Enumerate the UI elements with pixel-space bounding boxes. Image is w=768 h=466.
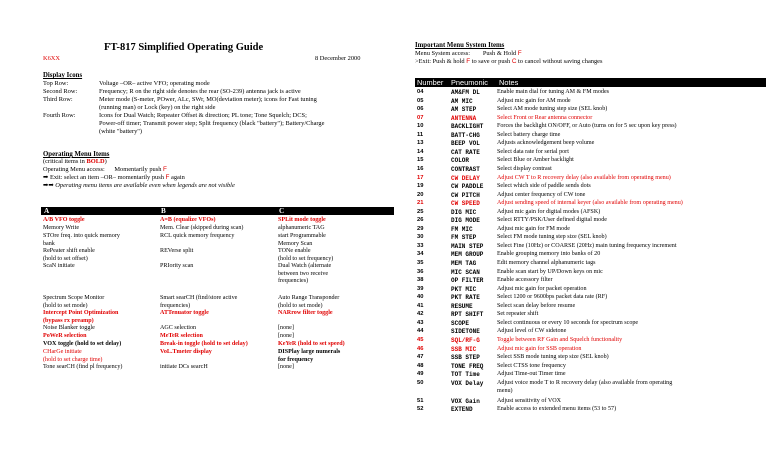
menu-item-notes: Adjust center frequency of CW tone (497, 191, 586, 198)
abc-cell-c: for frequency (278, 356, 314, 363)
abc-cell-c: KeYeR (hold to set speed) (278, 341, 345, 347)
menu-item-number: 50 (417, 379, 424, 386)
menu-item-number: 25 (417, 208, 424, 215)
abc-cell-c: [none] (278, 325, 294, 331)
menu-item-number: 43 (417, 319, 424, 326)
author-callsign: K6XX (43, 55, 61, 62)
menu-item-number: 44 (417, 328, 424, 335)
menu-item-number: 11 (417, 131, 424, 138)
menu-item-notes: Select Blue or Amber backlight (497, 157, 574, 164)
abc-cell-a: ScaN initiate (43, 263, 75, 269)
operating-menu-exit: ➡ Exit: select an item –OR– momentarily push F again (43, 174, 185, 181)
abc-cell-c: DISPlay large numerals (278, 349, 341, 355)
menu-item-pneumonic: DIG MODE (451, 217, 480, 225)
display-row-label: Second Row: (43, 88, 78, 95)
abc-cell-b: Smart searCH (find/store active (160, 295, 238, 301)
menu-item-notes: Select 1200 or 9600bps packet data rate (RF) (497, 294, 608, 301)
menu-item-pneumonic: BEEP VOL (451, 140, 480, 148)
display-row-label: Top Row: (43, 80, 69, 87)
abc-cell-b: initiate DCs searcH (160, 364, 208, 370)
menu-item-pneumonic: SQL/RF-G (451, 336, 480, 344)
menu-item-notes: Select scan delay before resume (497, 302, 576, 309)
menu-item-number: 07 (417, 114, 424, 121)
menu-item-notes: Select CTSS tone frequency (497, 362, 566, 369)
important-menu-header: Important Menu System Items (415, 42, 505, 49)
menu-item-number: 34 (417, 251, 424, 258)
menu-item-notes: Select display contrast (497, 165, 552, 172)
abc-cell-a: STOre freq. into quick memory (43, 233, 120, 239)
menu-item-number: 52 (417, 406, 424, 413)
menu-item-pneumonic: MEM GROUP (451, 251, 484, 259)
menu-item-pneumonic: TONE FREQ (451, 362, 484, 370)
menu-item-number: 36 (417, 268, 424, 275)
menu-item-pneumonic: CW PITCH (451, 191, 480, 199)
menu-item-pneumonic: VOX Delay (451, 379, 484, 387)
operating-menu-subheader: (critical items in BOLD) (43, 158, 107, 165)
menu-item-pneumonic: AM STEP (451, 106, 477, 114)
abc-cell-c: (hold to set mode) (278, 302, 323, 309)
menu-item-number: 29 (417, 225, 424, 232)
menu-item-pneumonic: COLOR (451, 157, 470, 165)
menu-item-number: 13 (417, 140, 424, 147)
menu-item-pneumonic: BACKLIGHT (451, 123, 484, 131)
abc-cell-c: Memory Scan (278, 240, 313, 247)
menu-item-notes: Select FM mode tuning step size (SEL knob) (497, 234, 607, 241)
display-row-text: Frequency; R on the right side denotes the rear (SO-239) antenna jack is active (99, 88, 301, 95)
abc-cell-a: Spectrum Scope Monitor (43, 295, 105, 301)
menu-item-notes: Forces the backlight ON/OFF, or Auto (turns on for 5 sec upon key press) (497, 123, 677, 130)
menu-item-number: 14 (417, 148, 424, 155)
abc-cell-a: (hold to set mode) (43, 302, 88, 309)
menu-item-notes: Adjust sending speed of internal keyer (also available from operating menu) (497, 200, 683, 207)
abc-cell-c: SPLit mode toggle (278, 217, 326, 223)
abc-cell-a: RePeater shift enable (43, 248, 95, 254)
menu-item-pneumonic: VOX Gain (451, 397, 480, 405)
column-c-header: C (276, 207, 394, 215)
display-row-text: Voltage –OR– active VFO; operating mode (99, 80, 210, 87)
menu-item-number: 39 (417, 285, 424, 292)
menu-item-notes: Adjusts acknowledgement beep volume (497, 140, 595, 147)
abc-cell-b: frequencies) (160, 302, 191, 309)
menu-item-pneumonic: CW PADDLE (451, 183, 484, 191)
menu-item-notes: Enable access to extended menu items (53 to 57) (497, 406, 617, 413)
abc-cell-a: A/B VFO toggle (43, 217, 85, 223)
menu-item-notes: Select RTTY/PSK/User defined digital mode (497, 217, 607, 224)
menu-item-notes: Select data rate for serial port (497, 148, 569, 155)
abc-cell-b: REVerse split (160, 248, 194, 254)
page-title: FT-817 Simplified Operating Guide (104, 42, 264, 53)
col-notes-header: Notes (499, 78, 519, 87)
abc-cell-c: [none] (278, 333, 294, 339)
menu-item-number: 05 (417, 97, 424, 104)
display-row-label: Third Row: (43, 96, 73, 103)
abc-cell-b: MeTeR selection (160, 333, 203, 339)
abc-cell-b: RCL quick memory frequency (160, 233, 235, 239)
menu-item-notes: Select which side of paddle sends dots (497, 183, 591, 190)
menu-item-number: 48 (417, 362, 424, 369)
menu-item-pneumonic: SSB MIC (451, 345, 477, 353)
menu-item-notes: Select AM mode tuning step size (SEL knob) (497, 106, 608, 113)
abc-cell-b: Break-in toggle (hold to set delay) (160, 341, 248, 347)
abc-cell-b: ATTenuator toggle (160, 310, 209, 316)
menu-item-pneumonic: RPT SHIFT (451, 311, 484, 319)
menu-system-exit: >Exit: Push & hold F to save or push C to cancel without saving changes (415, 58, 603, 65)
abc-cell-c: between two receive (278, 270, 329, 277)
menu-item-number: 51 (417, 397, 424, 404)
menu-item-number: 38 (417, 277, 424, 284)
abc-cell-a: Memory Write (43, 225, 80, 231)
menu-item-pneumonic: OP FILTER (451, 277, 484, 285)
menu-item-number: 42 (417, 311, 424, 318)
menu-item-notes: Select continuous or every 10 seconds for spectrum scope (497, 319, 639, 326)
menu-item-notes: Adjust mic gain for FM mode (497, 225, 570, 232)
abc-cell-b: A=B (equalize VFOs) (160, 217, 216, 223)
display-row-text: (white "battery") (99, 127, 143, 135)
column-a-header: A (41, 207, 158, 215)
menu-item-number: 41 (417, 302, 424, 309)
menu-item-number: 19 (417, 183, 424, 190)
operating-menu-note: ➡➡ Operating menu items are available even when legends are not visible (43, 182, 235, 189)
menu-item-pneumonic: PKT MIC (451, 285, 477, 293)
menu-item-notes: Adjust CW T to R recovery delay (also available from operating menu) (497, 174, 671, 181)
menu-item-notes: Select Front or Rear antenna connector (497, 114, 593, 121)
display-row-text: (running man) or Lock (key) on the right side (99, 103, 216, 111)
menu-item-pneumonic: CW SPEED (451, 200, 480, 208)
col-pneumonic-header: Pneumonic (451, 78, 488, 87)
menu-item-pneumonic: EXTEND (451, 406, 473, 414)
column-b-header: B (158, 207, 276, 215)
menu-item-pneumonic: TOT Time (451, 371, 480, 379)
abc-cell-a: (hold to set charge time) (43, 356, 103, 363)
menu-item-notes: Adjust mic gain for digital modes (AFSK) (497, 208, 601, 215)
menu-item-number: 33 (417, 242, 424, 249)
menu-item-notes-cont: menu) (497, 388, 513, 395)
menu-item-notes: Adjust mic gain for AM mode (497, 97, 571, 104)
menu-item-notes: Enable accessory filter (497, 277, 553, 284)
menu-item-number: 26 (417, 217, 424, 224)
menu-item-pneumonic: PKT RATE (451, 294, 480, 302)
menu-item-number: 15 (417, 157, 424, 164)
abc-cell-c: alphanumeric TAG (278, 225, 325, 231)
abc-cell-c: [none] (278, 364, 294, 370)
menu-item-notes: Select Fine (10Hz) or COARSE (20Hz) main tuning frequency increment (497, 242, 677, 249)
abc-cell-a: Intercept Point Optimization (43, 310, 119, 316)
display-row-text: Power-off timer; Transmit power step; Split frequency (black "battery"); Battery/Charge (99, 119, 325, 127)
menu-item-pneumonic: MAIN STEP (451, 242, 484, 250)
menu-item-number: 21 (417, 200, 424, 207)
menu-item-notes: Enable grouping memory into banks of 20 (497, 251, 601, 258)
menu-item-notes: Set repeater shift (497, 311, 539, 318)
abc-cell-b: AGC selection (160, 325, 197, 331)
menu-item-pneumonic: CONTRAST (451, 165, 480, 173)
menu-item-notes: Select battery charge time (497, 131, 561, 138)
abc-cell-a: Tone searCH (find pl frequency) (43, 364, 123, 370)
menu-item-number: 20 (417, 191, 424, 198)
menu-item-notes: Adjust voice mode T to R recovery delay (also available from operating (497, 379, 673, 386)
menu-item-pneumonic: SCOPE (451, 319, 470, 327)
abc-cell-c: start Programmable (278, 233, 326, 239)
abc-cell-c: (hold to set frequency) (278, 255, 334, 262)
abc-cell-c: TONe enable (278, 248, 311, 254)
menu-item-pneumonic: CAT RATE (451, 148, 480, 156)
menu-item-pneumonic: MEM TAG (451, 260, 477, 267)
operating-menu-access: Operating Menu access: Momentarily push F (43, 166, 167, 173)
abc-cell-c: NARrow filter toggle (278, 310, 333, 316)
menu-item-pneumonic: DIG MIC (451, 208, 477, 216)
menu-item-number: 49 (417, 371, 424, 378)
display-row-label: Fourth Row: (43, 112, 76, 119)
operating-menu-header: Operating Menu Items (43, 151, 110, 158)
abc-cell-a: VOX toggle (hold to set delay) (43, 341, 122, 347)
menu-item-pneumonic: AM MIC (451, 97, 473, 105)
menu-item-pneumonic: FM MIC (451, 225, 473, 233)
menu-item-notes: Adjust Time-out Timer time (497, 371, 566, 378)
menu-item-notes: Adjust sensitivity of VOX (497, 397, 562, 404)
display-row-text: Meter mode (S-meter, POwer, ALc, SWr, MO(deviation meter); icons for Fast tuning (99, 96, 317, 103)
abc-cell-a: bank (43, 240, 55, 247)
menu-item-pneumonic: BATT-CHG (451, 131, 480, 139)
menu-item-pneumonic: SSB STEP (451, 354, 480, 362)
menu-item-number: 35 (417, 260, 424, 266)
menu-item-pneumonic: AM&FM DL (451, 89, 480, 96)
menu-item-number: 06 (417, 106, 424, 113)
menu-item-number: 45 (417, 336, 424, 343)
menu-item-notes: Adjust mic gain for SSB operation (497, 345, 582, 352)
document-date: 8 December 2000 (315, 55, 361, 62)
menu-item-pneumonic: CW DELAY (451, 174, 480, 182)
menu-item-pneumonic: MIC SCAN (451, 268, 480, 276)
menu-item-number: 17 (417, 174, 424, 181)
menu-item-number: 30 (417, 234, 424, 241)
menu-system-access: Menu System access: Push & Hold F (415, 50, 522, 57)
menu-item-pneumonic: RESUME (451, 302, 473, 310)
menu-item-number: 46 (417, 345, 424, 352)
menu-item-pneumonic: SIDETONE (451, 328, 480, 336)
menu-item-number: 40 (417, 294, 424, 301)
abc-cell-a: CHarGe initiate (43, 349, 82, 355)
menu-item-notes: Adjust mic gain for packet operation (497, 285, 587, 292)
menu-item-number: 10 (417, 123, 424, 130)
abc-cell-c: Auto Range Transponder (278, 295, 340, 301)
abc-cell-c: frequencies) (278, 278, 309, 285)
abc-cell-a: (hold to set offset) (43, 255, 88, 262)
menu-item-notes: Enable main dial for tuning AM & FM modes (497, 89, 610, 95)
menu-item-number: 47 (417, 354, 424, 361)
abc-cell-b: Mem. Clear (skipped during scan) (160, 225, 244, 231)
abc-cell-b: PRIority scan (160, 263, 194, 269)
abc-cell-a: (bypass rx preamp) (43, 317, 94, 324)
menu-item-notes: Adjust level of CW sidetone (497, 328, 567, 335)
display-row-text: Icons for Dual Watch; Repeater Offset & direction; PL tone; Tone Squelch; DCS; (99, 112, 307, 119)
col-number-header: Number (417, 78, 444, 87)
menu-table-header (415, 78, 766, 87)
abc-cell-c: Dual Watch (alternate (278, 263, 332, 269)
menu-item-pneumonic: FM STEP (451, 234, 477, 242)
menu-item-pneumonic: ANTENNA (451, 114, 477, 122)
abc-cell-a: Noise Blanker toggle (43, 325, 95, 331)
abc-cell-b: VoL.Tmeter display (160, 349, 212, 355)
menu-item-number: 04 (417, 89, 424, 95)
menu-item-number: 16 (417, 165, 424, 172)
menu-item-notes: Enable scan start by UP/Down keys on mic (497, 268, 603, 275)
abc-cell-a: PoWeR selection (43, 333, 87, 339)
display-icons-header: Display Icons (43, 72, 83, 79)
menu-item-notes: Edit memory channel alphanumeric tags (497, 260, 596, 266)
menu-item-notes: Select SSB mode tuning step size (SEL knob) (497, 354, 609, 361)
menu-item-notes: Toggle between RF Gain and Squelch functionality (497, 336, 623, 343)
